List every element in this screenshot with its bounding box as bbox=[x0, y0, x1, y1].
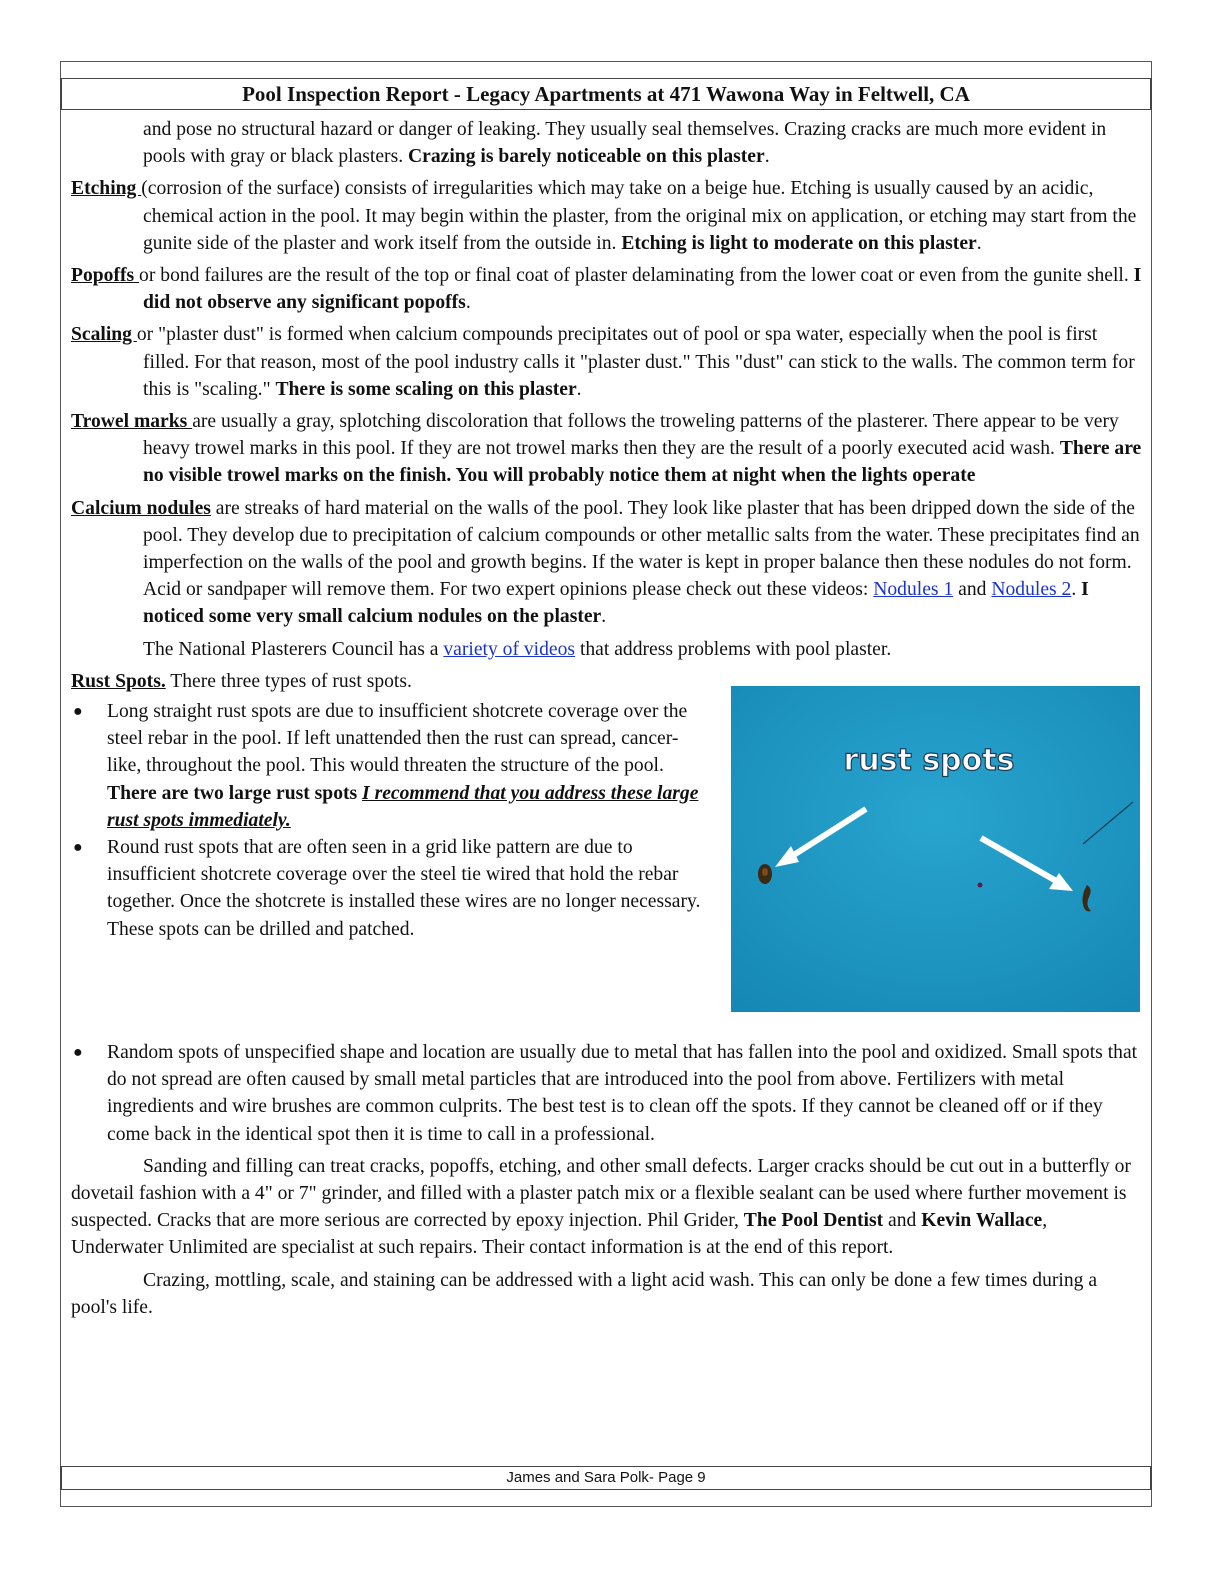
trowel-marks-text: are usually a gray, splotching discoloration that follows the troweling patterns of the plasterer. There appear to be very heavy trowel marks in this pool. If they are not trowel marks then they are the result of a poorly executed acid wash. bbox=[143, 411, 1119, 460]
crazing-finding: Crazing is barely noticeable on this plaster bbox=[408, 146, 765, 168]
calcium-nodules-term: Calcium nodules bbox=[71, 497, 211, 519]
scaling-finding: There is some scaling on this plaster bbox=[275, 378, 577, 400]
sanding-text-2: , Underwater Unlimited are specialist at such repairs. Their contact information is at the end of this report. bbox=[71, 1210, 1048, 1259]
scaling-definition bbox=[71, 321, 1143, 403]
bullet-1-recommendation: I recommend that you address these large rust spots immediately. bbox=[107, 782, 699, 831]
popoffs-definition bbox=[71, 262, 1143, 316]
page-header bbox=[60, 78, 1152, 110]
list-item bbox=[71, 834, 711, 943]
sanding-and: and bbox=[883, 1210, 922, 1232]
npc-paragraph bbox=[71, 636, 1143, 663]
list-item bbox=[71, 1039, 1143, 1148]
acid-wash-paragraph bbox=[71, 1267, 1143, 1321]
sanding-text-1: Sanding and filling can treat cracks, popoffs, etching, and other small defects. Larger cracks should be cut out in a butterfly or dovetail fashion with a 4" or 7" grinder, and filled with a plaster patch mix or a flexible sealant can be used where further movement is suspected. Cracks that are more serious are corrected by epoxy injection. Phil Grider, bbox=[71, 1155, 1131, 1232]
popoffs-end: . bbox=[465, 292, 471, 314]
report-title: Pool Inspection Report - Legacy Apartments at 471 Wawona Way in Feltwell, CA bbox=[242, 82, 970, 106]
report-body bbox=[71, 116, 1143, 1326]
sanding-paragraph bbox=[71, 1153, 1143, 1262]
popoffs-text: or bond failures are the result of the top or final coat of plaster delaminating from the lower coat or even from the gunite shell. bbox=[139, 265, 1134, 287]
rust-bullets-left bbox=[71, 698, 711, 943]
rust-spots-term: Rust Spots. bbox=[71, 670, 166, 692]
rust-types-list bbox=[71, 698, 711, 943]
popoffs-finding: I did not observe any significant popoffs bbox=[143, 265, 1142, 314]
small-spot bbox=[978, 883, 983, 888]
calcium-nodules-text: are streaks of hard material on the walls of the pool. They look like plaster that has been dripped down the side of the pool. They develop due to precipitation of calcium compounds or other metallic salts from the water. These precipitates find an imperfection on the walls of the pool and growth begins. If the water is kept in proper balance then these nodules do not form. Acid or sandpaper will remove them. For two expert opinions please check out these videos: bbox=[143, 497, 1140, 601]
scaling-term: Scaling bbox=[71, 324, 137, 346]
npc-text-before: The National Plasterers Council has a bbox=[143, 638, 444, 660]
calcium-end: . bbox=[601, 606, 607, 628]
bullet-1-text: Long straight rust spots are due to insufficient shotcrete coverage over the steel rebar in the pool. If left unattended then the rust can spread, cancer-like, throughout the pool. This would threaten the structure of the pool. bbox=[107, 701, 688, 777]
npc-text-after: that address problems with pool plaster. bbox=[575, 638, 892, 660]
crazing-continuation bbox=[71, 116, 1143, 170]
scaling-end: . bbox=[576, 378, 582, 400]
bullet-3-text: Random spots of unspecified shape and location are usually due to metal that has fallen into the pool and oxidized. Small spots that do not spread are often caused by small metal particles that are introduced into the pool from above. Fertilizers with metal ingredients and wire brushes are common culprits. The best test is to clean off the spots. If they cannot be cleaned off or if they come back in the identical spot then it is time to call in a professional. bbox=[107, 1042, 1138, 1145]
popoffs-term: Popoffs bbox=[71, 265, 140, 287]
crazing-text: and pose no structural hazard or danger of leaking. They usually seal themselves. Crazing cracks are much more evident in pools with gray or black plasters. bbox=[143, 119, 1107, 168]
nodules-2-link[interactable]: Nodules 2 bbox=[991, 579, 1072, 601]
etching-finding: Etching is light to moderate on this plaster bbox=[621, 232, 977, 254]
etching-text: (corrosion of the surface) consists of irregularities which may take on a beige hue. Etching is usually caused by an acidic, chemical action in the pool. It may begin within the plaster, from the original mix on application, or etching may start from the gunite side of the plaster and work itself from the outside in. bbox=[141, 178, 1137, 254]
calcium-and: and bbox=[953, 579, 992, 601]
page-footer bbox=[60, 1466, 1152, 1490]
trowel-marks-finding: There are no visible trowel marks on the finish. You will probably notice them at night when the lights operate bbox=[143, 438, 1142, 487]
variety-of-videos-link[interactable]: variety of videos bbox=[443, 638, 576, 660]
etching-definition bbox=[71, 175, 1143, 257]
calcium-nodules-finding: I noticed some very small calcium nodules on the plaster bbox=[143, 579, 1089, 628]
photo-label: rust spots bbox=[843, 743, 1015, 779]
bullet-1-finding: There are two large rust spots bbox=[107, 782, 363, 804]
acid-wash-text: Crazing, mottling, scale, and staining can be addressed with a light acid wash. This can only be done a few times during a pool's life. bbox=[71, 1269, 1098, 1318]
bullet-icon: ● bbox=[73, 839, 83, 857]
footer-text: James and Sara Polk- Page 9 bbox=[506, 1469, 706, 1486]
rust-types-list-cont bbox=[71, 1039, 1143, 1148]
rust-spots-section bbox=[71, 698, 1143, 1039]
pool-dentist-name: The Pool Dentist bbox=[743, 1210, 884, 1232]
etching-end: . bbox=[976, 232, 982, 254]
bullet-icon: ● bbox=[73, 703, 83, 721]
scaling-text: or "plaster dust" is formed when calcium compounds precipitates out of pool or spa water, especially when the pool is first filled. For that reason, most of the pool industry calls it "plaster dust." This "dust" can stick to the walls. The common term for this is "scaling." bbox=[136, 324, 1135, 400]
rust-spots-illustration bbox=[731, 686, 1140, 1012]
crazing-end: . bbox=[764, 146, 770, 168]
calcium-nodules-definition bbox=[71, 495, 1143, 631]
trowel-marks-term: Trowel marks bbox=[71, 411, 193, 433]
list-item bbox=[71, 698, 711, 834]
trowel-marks-definition bbox=[71, 408, 1143, 490]
kevin-wallace-name: Kevin Wallace bbox=[921, 1210, 1043, 1232]
rust-spots-photo bbox=[731, 686, 1140, 1012]
bullet-2-text: Round rust spots that are often seen in a grid like pattern are due to insufficient shotcrete coverage over the steel tie wired that hold the rebar together. Once the shotcrete is installed these wires are no longer necessary. These spots can be drilled and patched. bbox=[107, 837, 701, 940]
calcium-dot: . bbox=[1071, 579, 1082, 601]
bullet-icon: ● bbox=[73, 1044, 83, 1062]
nodules-1-link[interactable]: Nodules 1 bbox=[873, 579, 954, 601]
rust-spots-text: There three types of rust spots. bbox=[165, 670, 412, 692]
etching-term: Etching bbox=[71, 178, 142, 200]
